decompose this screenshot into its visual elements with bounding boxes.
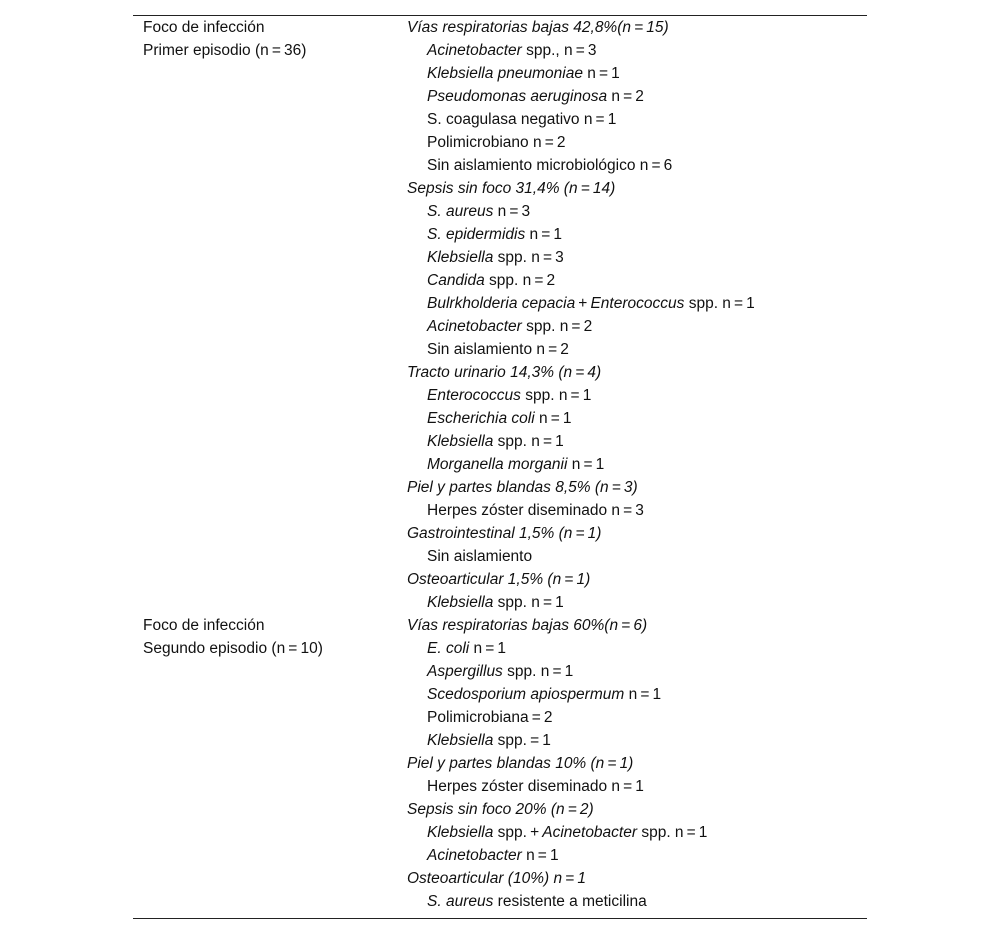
taxon-name: Acinetobacter [542,824,638,841]
pathogen-line [407,39,867,62]
pathogen-line [407,499,867,522]
taxon-name: Scedosporium apiospermum [427,686,625,703]
category-line [407,361,867,384]
category-line [407,867,867,890]
line-text: Herpes zóster diseminado n = 1 [427,778,644,795]
pathogen-line [407,453,867,476]
taxon-name: Enterococcus [427,387,521,404]
taxon-name: Osteoarticular 1,5% (n = 1) [407,571,591,588]
category-line [407,16,867,39]
line-text: spp. n = 3 [493,249,564,266]
pathogen-line [407,545,867,568]
pathogen-line [407,269,867,292]
taxon-name: Acinetobacter [427,318,522,335]
taxon-name: Bulrkholderia cepacia [427,295,576,312]
taxon-name: Klebsiella [427,594,494,611]
line-text: spp. n = 1 [502,663,574,680]
pathogen-line [407,200,867,223]
line-text: n = 1 [534,410,572,427]
taxon-name: Escherichia coli [427,410,535,427]
taxon-name: Candida [427,272,485,289]
pathogen-line [407,407,867,430]
line-text: Herpes zóster diseminado n = 3 [427,502,644,519]
pathogen-line [407,821,867,844]
pathogen-line [407,62,867,85]
focus-label: Foco de infección [143,19,265,36]
taxon-name: Aspergillus [427,663,503,680]
pathogen-line [407,683,867,706]
pathogen-list [407,16,867,614]
pathogen-line [407,430,867,453]
line-text: spp., n = 3 [521,42,597,59]
line-text: n = 2 [607,88,644,105]
taxon-name: S. aureus [427,893,494,910]
taxon-name: Tracto urinario 14,3% (n = 4) [407,364,602,381]
line-text: n = 3 [493,203,531,220]
taxon-name: Klebsiella [427,824,494,841]
taxon-name: Enterococcus [590,295,685,312]
category-line [407,614,867,637]
taxon-name: Piel y partes blandas 10% (n = 1) [407,755,634,772]
line-text: n = 1 [567,456,605,473]
line-text: Sin aislamiento [427,548,533,565]
line-text: S. coagulasa negativo n = 1 [427,111,617,128]
pathogen-line [407,223,867,246]
taxon-name: Klebsiella [427,732,494,749]
pathogen-line [407,890,867,913]
line-text: spp. n = 1 [493,594,564,611]
line-text: Sin aislamiento n = 2 [427,341,569,358]
pathogen-list [407,614,867,913]
line-text: n = 1 [582,65,620,82]
taxon-name: Klebsiella [427,433,494,450]
category-line [407,798,867,821]
pathogen-line [407,384,867,407]
line-text: resistente a meticilina [493,893,647,910]
taxon-name: Klebsiella pneumoniae [427,65,583,82]
pathogen-line [407,292,867,315]
pathogen-line [407,591,867,614]
taxon-name: Sepsis sin foco 20% (n = 2) [407,801,594,818]
infection-focus-table [133,15,867,919]
pathogen-line [407,131,867,154]
pathogen-line [407,775,867,798]
category-line [407,476,867,499]
line-text: n = 1 [521,847,559,864]
line-text: spp. n = 1 [684,295,755,312]
taxon-name: Vías respiratorias bajas 60%(n = 6) [407,617,648,634]
line-text: n = 1 [525,226,563,243]
pathogen-line [407,85,867,108]
pathogen-line [407,154,867,177]
line-text: spp. n = 1 [493,433,564,450]
line-text: spp. n = 1 [637,824,708,841]
episode-label: Segundo episodio (n = 10) [143,640,323,657]
taxon-name: Sepsis sin foco 31,4% (n = 14) [407,180,616,197]
pathogen-line [407,660,867,683]
taxon-name: Gastrointestinal 1,5% (n = 1) [407,525,602,542]
pathogen-line [407,844,867,867]
taxon-name: Acinetobacter [427,847,522,864]
taxon-name: Vías respiratorias bajas 42,8%(n = 15) [407,19,669,36]
taxon-name: Piel y partes blandas 8,5% (n = 3) [407,479,638,496]
episode-label: Primer episodio (n = 36) [143,42,307,59]
focus-label: Foco de infección [143,617,265,634]
line-text: n = 1 [469,640,507,657]
line-text: Polimicrobiano n = 2 [427,134,566,151]
pathogen-line [407,706,867,729]
pathogen-line [407,338,867,361]
taxon-name: S. epidermidis [427,226,526,243]
taxon-name: Klebsiella [427,249,494,266]
line-text: Sin aislamiento microbiológico n = 6 [427,157,673,174]
category-line [407,568,867,591]
taxon-name: Acinetobacter [427,42,522,59]
pathogen-line [407,315,867,338]
line-text: n = 1 [624,686,662,703]
category-line [407,177,867,200]
line-text: spp. n = 2 [484,272,556,289]
line-text: spp. n = 1 [520,387,592,404]
taxon-name: S. aureus [427,203,494,220]
pathogen-line [407,108,867,131]
category-line [407,752,867,775]
category-line [407,522,867,545]
line-text: spp. n = 2 [521,318,593,335]
line-text: Polimicrobiana = 2 [427,709,553,726]
taxon-name: Morganella morganii [427,456,568,473]
pathogen-line [407,729,867,752]
line-text: spp. = 1 [493,732,551,749]
line-text: + [575,295,591,312]
pathogen-line [407,637,867,660]
pathogen-line [407,246,867,269]
taxon-name: Pseudomonas aeruginosa [427,88,608,105]
line-text: spp. + [493,824,543,841]
taxon-name: Osteoarticular (10%) n = 1 [407,870,586,887]
taxon-name: E. coli [427,640,470,657]
